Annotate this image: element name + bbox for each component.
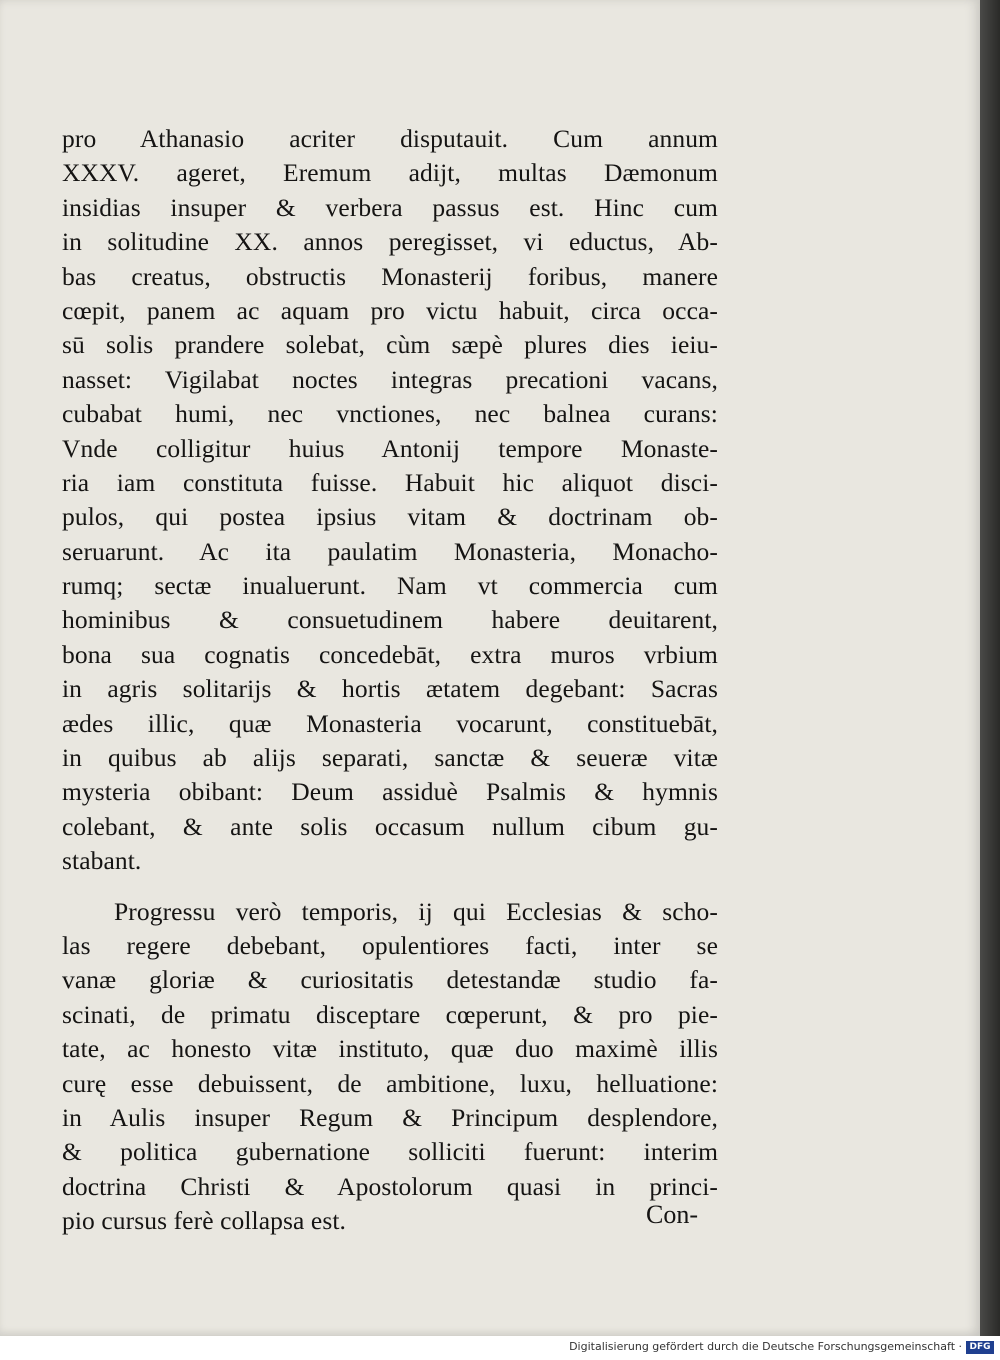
footer-credit: Digitalisierung gefördert durch die Deutsche Forschungsgemeinschaft · xyxy=(569,1340,962,1353)
text-line: in Aulis insuper Regum & Principum desplendore, xyxy=(62,1102,718,1132)
text-line: ædes illic, quæ Monasteria vocarunt, constituebāt, xyxy=(62,708,718,738)
text-line: cubabat humi, nec vnctiones, nec balnea curans: xyxy=(62,399,718,429)
text-line: mysteria obibant: Deum assiduè Psalmis & hymnis xyxy=(62,777,718,807)
text-line: scinati, de primatu disceptare cœperunt, & pro pie- xyxy=(62,999,718,1029)
paragraph-gap xyxy=(62,879,718,895)
text-line: nasset: Vigilabat noctes integras precationi vacans, xyxy=(62,364,718,394)
text-line: ria iam constituta fuisse. Habuit hic aliquot disci- xyxy=(62,467,718,497)
text-line: vanæ gloriæ & curiositatis detestandæ studio fa- xyxy=(62,965,718,995)
page-text xyxy=(62,122,718,1239)
text-line: Progressu verò temporis, ij qui Ecclesias & scho- xyxy=(114,896,718,926)
dfg-logo-icon: DFG xyxy=(966,1341,994,1354)
text-line: doctrina Christi & Apostolorum quasi in princi- xyxy=(62,1171,718,1201)
text-line: Vnde colligitur huius Antonij tempore Monaste- xyxy=(62,433,718,463)
text-line: in agris solitarijs & hortis ætatem degebant: Sacras xyxy=(62,674,718,704)
text-line: pro Athanasio acriter disputauit. Cum annum xyxy=(62,124,718,153)
text-line: hominibus & consuetudinem habere deuitarent, xyxy=(62,605,718,635)
text-line: seruarunt. Ac ita paulatim Monasteria, Monacho- xyxy=(62,536,718,566)
text-line: stabant. xyxy=(62,846,142,876)
text-line: colebant, & ante solis occasum nullum cibum gu- xyxy=(62,811,718,841)
text-line: cœpit, panem ac aquam pro victu habuit, circa occa- xyxy=(62,295,718,325)
text-line: & politica gubernatione solliciti fuerunt: interim xyxy=(62,1137,718,1167)
text-line: pio cursus ferè collapsa est. xyxy=(62,1206,347,1236)
page-edge xyxy=(980,0,1000,1336)
text-line: bona sua cognatis concedebāt, extra muros vrbium xyxy=(62,639,718,669)
text-line: las regere debebant, opulentiores facti, inter se xyxy=(62,930,718,960)
text-line: bas creatus, obstructis Monasterij foribus, manere xyxy=(62,261,718,291)
text-line: in solitudine XX. annos peregisset, vi eductus, Ab- xyxy=(62,227,718,257)
text-line: in quibus ab alijs separati, sanctæ & seueræ vitæ xyxy=(62,743,718,773)
text-line: sū solis prandere solebat, cùm sæpè plures dies ieiu- xyxy=(62,330,718,360)
text-line: tate, ac honesto vitæ instituto, quæ duo maximè illis xyxy=(62,1034,718,1064)
digitization-footer xyxy=(0,1336,1000,1360)
text-line: XXXV. ageret, Eremum adijt, multas Dæmonum xyxy=(62,158,718,188)
text-line: curę esse debuissent, de ambitione, luxu, helluatione: xyxy=(62,1068,718,1098)
text-line: insidias insuper & verbera passus est. Hinc cum xyxy=(62,192,718,222)
text-line: pulos, qui postea ipsius vitam & doctrinam ob- xyxy=(62,502,718,532)
catchword: Con- xyxy=(646,1200,698,1229)
text-line: rumq; sectæ inualuerunt. Nam vt commercia cum xyxy=(62,571,718,601)
